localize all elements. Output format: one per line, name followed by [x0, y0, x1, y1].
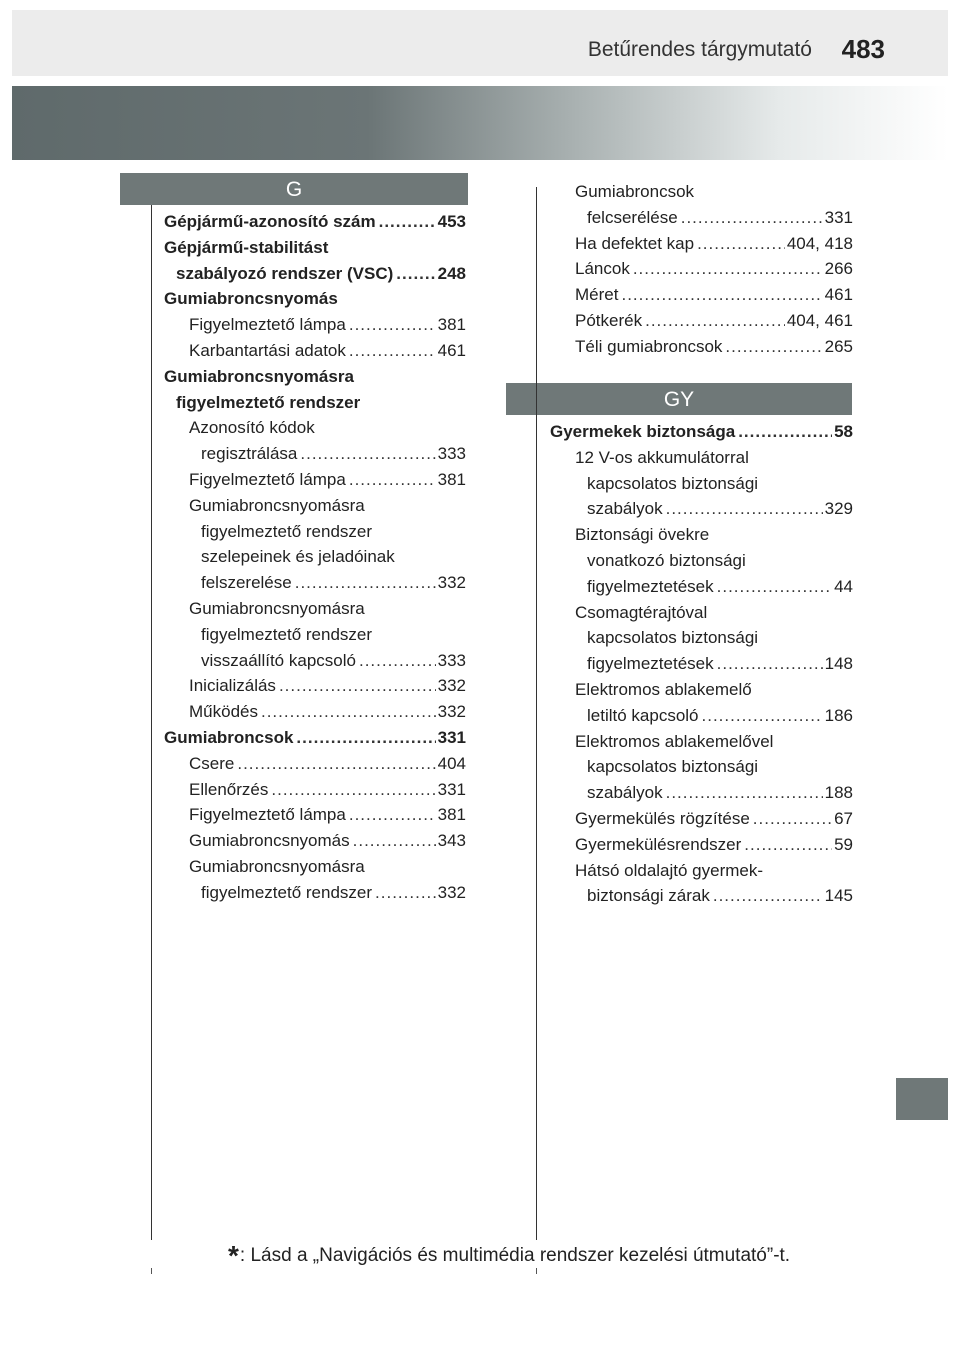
index-entry: [164, 854, 466, 880]
index-entry-page: 404: [437, 753, 466, 773]
index-entry-text: figyelmeztető rendszer: [176, 392, 361, 412]
index-entry: [164, 519, 466, 545]
dot-leader: [300, 441, 435, 467]
column-divider-middle: [536, 187, 537, 1240]
index-entry-text: Gumiabroncsnyomásra: [189, 495, 365, 515]
index-entry-text: Pótkerék: [575, 310, 643, 330]
index-entry-text: Karbantartási adatok: [189, 340, 346, 360]
footnote: [228, 1240, 790, 1272]
dot-leader: [237, 751, 435, 777]
index-entry-page: 266: [824, 259, 853, 279]
index-entry-page: 145: [824, 886, 853, 906]
index-entry-text: Figyelmeztető lámpa: [189, 469, 346, 489]
index-entry-page: 333: [437, 444, 466, 464]
index-entry-text: Azonosító kódok: [189, 418, 315, 438]
index-entry: [550, 496, 853, 522]
index-entry: [164, 467, 466, 493]
index-entry: [164, 751, 466, 777]
page-number: 483: [841, 34, 885, 64]
dot-leader: [353, 828, 436, 854]
index-entry-text: Figyelmeztető lámpa: [189, 805, 346, 825]
index-entry-text: szelepeinek és jeladóinak: [201, 547, 395, 567]
index-entry-text: Csere: [189, 753, 235, 773]
index-entry-text: biztonsági zárak: [587, 886, 710, 906]
index-entry-page: 343: [437, 831, 466, 851]
index-entry-page: 404, 418: [786, 233, 853, 253]
index-entry-text: Gumiabroncsok: [164, 727, 294, 747]
index-entry: [550, 780, 853, 806]
index-entry-text: felcserélése: [587, 207, 678, 227]
index-entry-page: 44: [834, 576, 853, 596]
index-entry: [164, 725, 466, 751]
index-entry: [164, 570, 466, 596]
index-entry: [550, 282, 853, 308]
index-entry-page: 265: [824, 336, 853, 356]
section-heading-g: G: [120, 173, 468, 205]
index-entry-page: 188: [824, 783, 853, 803]
dot-leader: [349, 312, 436, 338]
index-entry: [164, 493, 466, 519]
dot-leader: [359, 648, 436, 674]
dot-leader: [725, 334, 822, 360]
index-entry-page: 332: [437, 702, 466, 722]
index-entry: [550, 600, 853, 626]
index-entry-text: Gyermekek biztonsága: [550, 422, 736, 441]
index-entry: [164, 699, 466, 725]
index-entry: [164, 596, 466, 622]
dot-leader: [697, 231, 785, 257]
dot-leader: [702, 703, 823, 729]
index-entry-page: 461: [824, 285, 853, 305]
index-entry: [550, 806, 853, 832]
index-entry-text: kapcsolatos biztonsági: [587, 473, 759, 493]
index-entry-text: vonatkozó biztonsági: [587, 550, 746, 570]
index-entry-page: 381: [437, 315, 466, 335]
index-entry-page: 461: [437, 340, 466, 360]
dot-leader: [379, 209, 436, 235]
index-entry: [550, 883, 853, 909]
index-entry: [550, 574, 853, 600]
dot-leader: [666, 496, 823, 522]
index-entry-text: Ellenőrzés: [189, 779, 269, 799]
dot-leader: [349, 467, 436, 493]
index-entry: [550, 205, 853, 231]
index-entry: [550, 419, 853, 445]
index-entry-text: Hátsó oldalajtó gyermek-: [575, 860, 764, 880]
index-entry: [550, 754, 853, 780]
footnote-marker: *: [228, 1240, 239, 1271]
index-entry-text: Figyelmeztető lámpa: [189, 315, 346, 335]
index-entry: [550, 858, 853, 884]
dot-leader: [666, 780, 823, 806]
index-entry-text: Méret: [575, 285, 619, 305]
dot-leader: [296, 725, 435, 751]
crop-tick-left: [151, 1268, 152, 1274]
index-entry: [164, 235, 466, 261]
index-entry-page: 331: [824, 207, 853, 227]
index-entry-text: regisztrálása: [201, 444, 298, 464]
index-list-gy: [550, 419, 853, 909]
index-entry: [164, 364, 466, 390]
index-entry-page: 453: [437, 212, 466, 231]
index-entry-text: Biztonsági övekre: [575, 525, 710, 545]
index-entry: [164, 338, 466, 364]
index-entry: [164, 880, 466, 906]
index-entry: [164, 286, 466, 312]
dot-leader: [738, 419, 832, 445]
dot-leader: [349, 802, 436, 828]
index-entry-page: 59: [834, 834, 853, 854]
index-entry-text: Elektromos ablakemelő: [575, 679, 752, 699]
index-entry: [164, 261, 466, 287]
index-entry-page: 331: [437, 779, 466, 799]
index-entry: [550, 179, 853, 205]
index-entry-text: figyelmeztetések: [587, 576, 714, 596]
index-entry: [164, 828, 466, 854]
index-entry-text: 12 V-os akkumulátorral: [575, 447, 749, 467]
index-entry-page: 332: [437, 882, 466, 902]
section-heading-gy: GY: [506, 383, 852, 415]
dot-leader: [681, 205, 823, 231]
dot-leader: [713, 883, 823, 909]
dot-leader: [349, 338, 436, 364]
index-entry-text: szabályozó rendszer (VSC): [176, 263, 394, 283]
index-entry-text: Inicializálás: [189, 676, 276, 696]
index-entry-page: 58: [834, 422, 853, 441]
index-entry: [550, 729, 853, 755]
index-entry: [164, 209, 466, 235]
dot-leader: [633, 256, 823, 282]
index-entry-text: Működés: [189, 702, 258, 722]
index-entry: [164, 622, 466, 648]
index-entry-text: Elektromos ablakemelővel: [575, 731, 774, 751]
index-entry-text: Gumiabroncsnyomásra: [164, 366, 354, 386]
index-entry: [550, 308, 853, 334]
dot-leader: [261, 699, 436, 725]
index-entry-text: Gumiabroncsnyomás: [164, 289, 338, 309]
index-entry-text: figyelmeztető rendszer: [201, 521, 373, 541]
index-entry-text: felszerelése: [201, 573, 292, 593]
index-entry: [550, 832, 853, 858]
index-entry-page: 148: [824, 654, 853, 674]
dot-leader: [621, 282, 822, 308]
index-entry: [164, 648, 466, 674]
index-entry-page: 332: [437, 676, 466, 696]
dot-leader: [717, 574, 832, 600]
index-entry-page: 381: [437, 805, 466, 825]
index-entry-text: kapcsolatos biztonsági: [587, 628, 759, 648]
dot-leader: [375, 880, 436, 906]
index-list-g-continued: [550, 179, 853, 360]
index-entry-page: 186: [824, 705, 853, 725]
index-entry-text: szabályok: [587, 499, 663, 519]
dot-leader: [645, 308, 785, 334]
index-entry: [164, 802, 466, 828]
index-entry: [550, 548, 853, 574]
index-entry-page: 404, 461: [786, 310, 853, 330]
index-list-g: [164, 209, 466, 906]
dot-leader: [279, 673, 436, 699]
dot-leader: [717, 651, 823, 677]
index-entry: [550, 703, 853, 729]
index-entry-text: Csomagtérajtóval: [575, 602, 708, 622]
index-entry-page: 332: [437, 573, 466, 593]
footnote-text: : Lásd a „Navigációs és multimédia rendszer kezelési útmutató”-t.: [239, 1245, 791, 1266]
index-entry-text: Gumiabroncsnyomásra: [189, 856, 365, 876]
index-entry: [550, 334, 853, 360]
index-entry: [550, 677, 853, 703]
index-entry-text: Gumiabroncsnyomás: [189, 831, 350, 851]
index-entry: [550, 445, 853, 471]
index-entry: [164, 390, 466, 416]
index-entry-text: Ha defektet kap: [575, 233, 695, 253]
index-entry-text: kapcsolatos biztonsági: [587, 757, 759, 777]
index-entry-text: letiltó kapcsoló: [587, 705, 699, 725]
index-entry: [164, 312, 466, 338]
index-entry-text: Gumiabroncsok: [575, 182, 695, 201]
dot-leader: [295, 570, 436, 596]
index-entry-text: Gépjármű-stabilitást: [164, 237, 329, 257]
index-entry: [550, 651, 853, 677]
index-entry-page: 329: [824, 499, 853, 519]
index-entry-text: figyelmeztetések: [587, 654, 714, 674]
index-entry-page: 248: [437, 263, 466, 283]
index-entry: [164, 415, 466, 441]
index-entry-page: 333: [437, 650, 466, 670]
index-entry-page: 381: [437, 469, 466, 489]
index-entry: [164, 673, 466, 699]
index-entry: [550, 231, 853, 257]
index-entry-page: 331: [437, 727, 466, 747]
dot-leader: [396, 261, 435, 287]
index-entry: [164, 777, 466, 803]
index-entry-text: figyelmeztető rendszer: [201, 624, 373, 644]
index-entry-text: szabályok: [587, 783, 663, 803]
header-title: Betűrendes tárgymutató: [587, 38, 812, 61]
dot-leader: [744, 832, 832, 858]
index-entry-text: Gépjármű-azonosító szám: [164, 212, 376, 231]
dot-leader: [271, 777, 435, 803]
index-entry-text: Gyermekülés rögzítése: [575, 808, 750, 828]
index-entry: [550, 471, 853, 497]
index-entry-text: visszaállító kapcsoló: [201, 650, 356, 670]
index-entry-text: figyelmeztető rendszer: [201, 882, 373, 902]
index-entry: [164, 544, 466, 570]
index-entry-text: Gumiabroncsnyomásra: [189, 598, 365, 618]
index-entry-text: Gyermekülésrendszer: [575, 834, 742, 854]
decorative-banner: [12, 86, 948, 160]
index-entry: [164, 441, 466, 467]
index-entry-text: Téli gumiabroncsok: [575, 336, 723, 356]
index-entry: [550, 522, 853, 548]
index-entry-page: 67: [834, 808, 853, 828]
dot-leader: [753, 806, 832, 832]
index-entry: [550, 256, 853, 282]
index-entry-text: Láncok: [575, 259, 630, 279]
index-entry: [550, 625, 853, 651]
chapter-side-tab: [896, 1078, 948, 1120]
column-divider-left: [151, 205, 152, 1240]
